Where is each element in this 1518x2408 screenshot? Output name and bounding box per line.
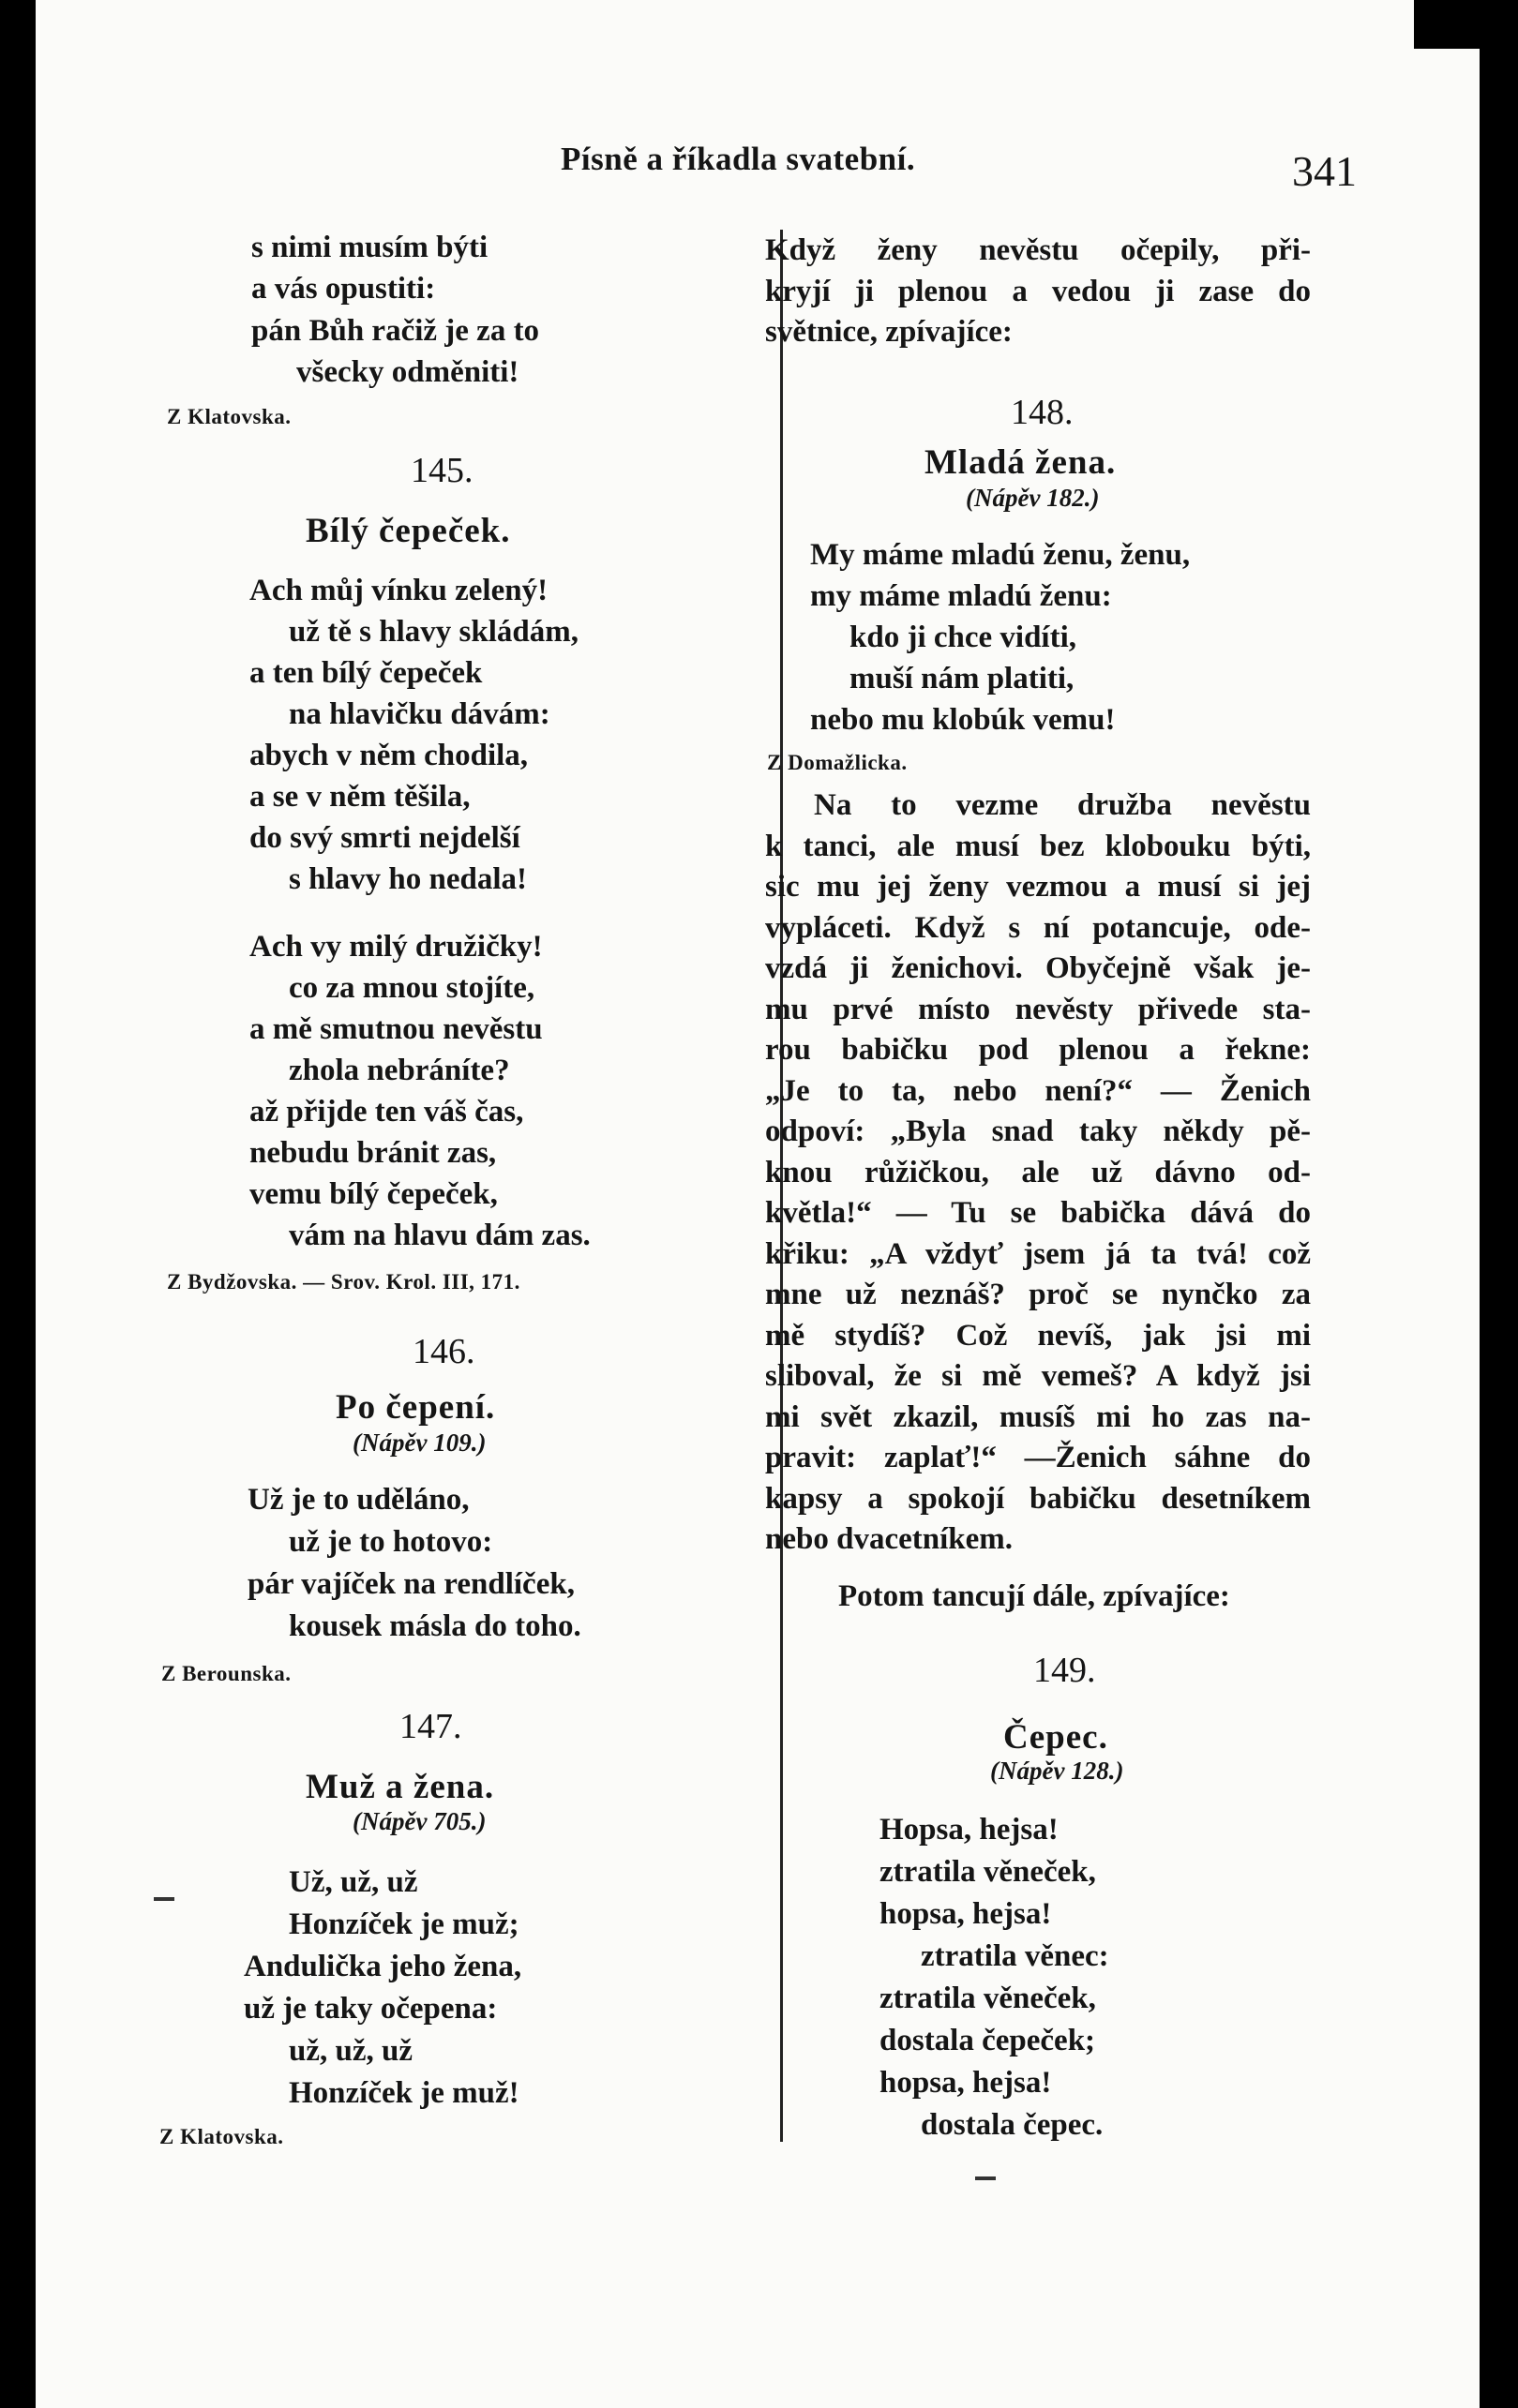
melody-reference: (Nápěv 182.)	[966, 484, 1100, 512]
verse-line: Honzíček je muž;	[289, 1907, 519, 1941]
paragraph-line: nebo dvacetníkem.	[765, 1522, 1013, 1556]
verse-line: Hopsa, hejsa!	[879, 1813, 1059, 1847]
verse-line: abych v něm chodila,	[249, 739, 529, 772]
paragraph-line: Na to vezme družba nevěstu	[814, 788, 1311, 822]
source-note: Z Domažlicka.	[767, 751, 908, 774]
verse-line: nebudu bránit zas,	[249, 1136, 497, 1170]
print-mark	[975, 2176, 996, 2180]
paragraph-line: k tanci, ale musí bez klobouku býti,	[765, 829, 1311, 863]
melody-reference: (Nápěv 109.)	[353, 1428, 487, 1457]
verse-line: kdo ji chce vidíti,	[849, 621, 1077, 654]
verse-line: Honzíček je muž!	[289, 2076, 519, 2110]
song-number: 146.	[413, 1332, 475, 1371]
verse-line: muší nám platiti,	[849, 662, 1075, 695]
paragraph-line: květla!“ — Tu se babička dává do	[765, 1196, 1311, 1230]
verse-line: nebo mu klobúk vemu!	[810, 703, 1116, 737]
verse-line: hopsa, hejsa!	[879, 1897, 1052, 1931]
paragraph-line: Když ženy nevěstu očepily, při-	[765, 233, 1311, 267]
paragraph-line: odpoví: „Byla snad taky někdy pě-	[765, 1114, 1311, 1148]
verse-line: Ach vy milý družičky!	[249, 930, 543, 964]
verse-line: až přijde ten váš čas,	[249, 1095, 524, 1129]
paragraph-line: Potom tancují dále, zpívajíce:	[838, 1579, 1230, 1613]
page-number: 341	[1292, 147, 1357, 195]
verse-line: vám na hlavu dám zas.	[289, 1219, 591, 1252]
verse-line: s hlavy ho nedala!	[289, 862, 527, 896]
verse-line: co za mnou stojíte,	[289, 971, 535, 1005]
verse-line: dostala čepec.	[921, 2108, 1104, 2142]
paragraph	[765, 785, 1311, 1561]
paragraph-line: vypláceti. Když s ní potancuje, ode-	[765, 910, 1311, 945]
song-number: 148.	[1011, 393, 1074, 432]
verse-line: a mě smutnou nevěstu	[249, 1012, 543, 1046]
verse-line: s nimi musím býti	[251, 231, 488, 264]
verse-line: ztratila věneček,	[879, 1855, 1096, 1889]
paragraph-line: kryjí ji plenou a vedou ji zase do	[765, 274, 1311, 308]
verse-line: my máme mladú ženu:	[810, 579, 1112, 613]
song-title: Muž a žena.	[306, 1768, 495, 1806]
verse-line: Už, už, už	[289, 1865, 418, 1899]
verse-line: hopsa, hejsa!	[879, 2066, 1052, 2100]
source-note: Z Klatovska.	[159, 2125, 284, 2148]
verse-line: zhola nebráníte?	[289, 1054, 510, 1087]
song-title: Bílý čepeček.	[306, 512, 511, 550]
paragraph-line: sic mu jej ženy vezmou a musí si jej	[765, 870, 1311, 904]
verse-line: všecky odměniti!	[296, 355, 519, 389]
paragraph-line: mi svět zkazil, musíš mi ho zas na-	[765, 1399, 1311, 1434]
verse-line: kousek másla do toho.	[289, 1609, 581, 1643]
paragraph-line: sliboval, že si mě vemeš? A když jsi	[765, 1359, 1311, 1393]
song-title: Čepec.	[1003, 1718, 1108, 1757]
verse-line: My máme mladú ženu, ženu,	[810, 538, 1191, 572]
verse-line: a vás opustiti:	[251, 272, 436, 306]
verse-line: už je taky očepena:	[244, 1992, 498, 2026]
verse-line: Ach můj vínku zelený!	[249, 574, 549, 607]
running-header: Písně a říkadla svatební.	[561, 141, 916, 177]
verse-line: už, už, už	[289, 2034, 413, 2068]
verse-line: do svý smrti nejdelší	[249, 821, 520, 855]
paragraph-line: mě stydíš? Což nevíš, jak jsi mi	[765, 1318, 1311, 1353]
paragraph-line: křiku: „A vždyť jsem já ta tvá! což	[765, 1236, 1311, 1271]
verse-line: ztratila věnec:	[921, 1939, 1109, 1973]
song-title: Po čepení.	[336, 1388, 496, 1427]
paragraph	[765, 231, 1311, 353]
source-note: Z Klatovska.	[167, 405, 292, 428]
song-number: 145.	[411, 451, 473, 490]
melody-reference: (Nápěv 705.)	[353, 1807, 487, 1835]
paragraph-line: rou babičku pod plenou a řekne:	[765, 1033, 1311, 1067]
verse-line: vemu bílý čepeček,	[249, 1177, 498, 1211]
verse-line: a ten bílý čepeček	[249, 656, 483, 690]
verse-line: pár vajíček na rendlíček,	[248, 1567, 575, 1601]
paragraph-line: vzdá ji ženichovi. Obyčejně však je-	[765, 951, 1311, 985]
verse-line: na hlavičku dávám:	[289, 697, 550, 731]
scan-corner	[1414, 0, 1480, 49]
paragraph-line: „Je to ta, nebo není?“ — Ženich	[765, 1073, 1311, 1108]
print-mark	[154, 1897, 174, 1901]
paragraph-line: pravit: zaplať!“ —Ženich sáhne do	[765, 1441, 1311, 1474]
verse-line: ztratila věneček,	[879, 1982, 1096, 2015]
verse-line: už tě s hlavy skládám,	[289, 615, 579, 649]
source-note: Z Bydžovska. — Srov. Krol. III, 171.	[167, 1270, 520, 1294]
source-note: Z Berounska.	[161, 1662, 292, 1685]
melody-reference: (Nápěv 128.)	[990, 1757, 1124, 1785]
verse-line: pán Bůh račiž je za to	[251, 314, 540, 348]
song-number: 147.	[399, 1707, 462, 1746]
verse-line: Už je to uděláno,	[248, 1483, 470, 1517]
paragraph-line: mu prvé místo nevěsty přivede sta-	[765, 992, 1311, 1026]
verse-line: Andulička jeho žena,	[244, 1950, 522, 1983]
paragraph-line: světnice, zpívajíce:	[765, 315, 1013, 349]
page	[36, 0, 1480, 2408]
paragraph-line: kapsy a spokojí babičku desetníkem	[765, 1481, 1311, 1516]
paragraph-line: mne už neznáš? proč se nynčko za	[765, 1278, 1311, 1311]
verse-line: a se v něm těšila,	[249, 780, 471, 814]
verse-line: dostala čepeček;	[879, 2024, 1096, 2057]
song-title: Mladá žena.	[924, 443, 1117, 482]
paragraph-line: knou růžičkou, ale už dávno od-	[765, 1155, 1311, 1189]
song-number: 149.	[1033, 1651, 1096, 1690]
verse-line: už je to hotovo:	[289, 1525, 493, 1559]
